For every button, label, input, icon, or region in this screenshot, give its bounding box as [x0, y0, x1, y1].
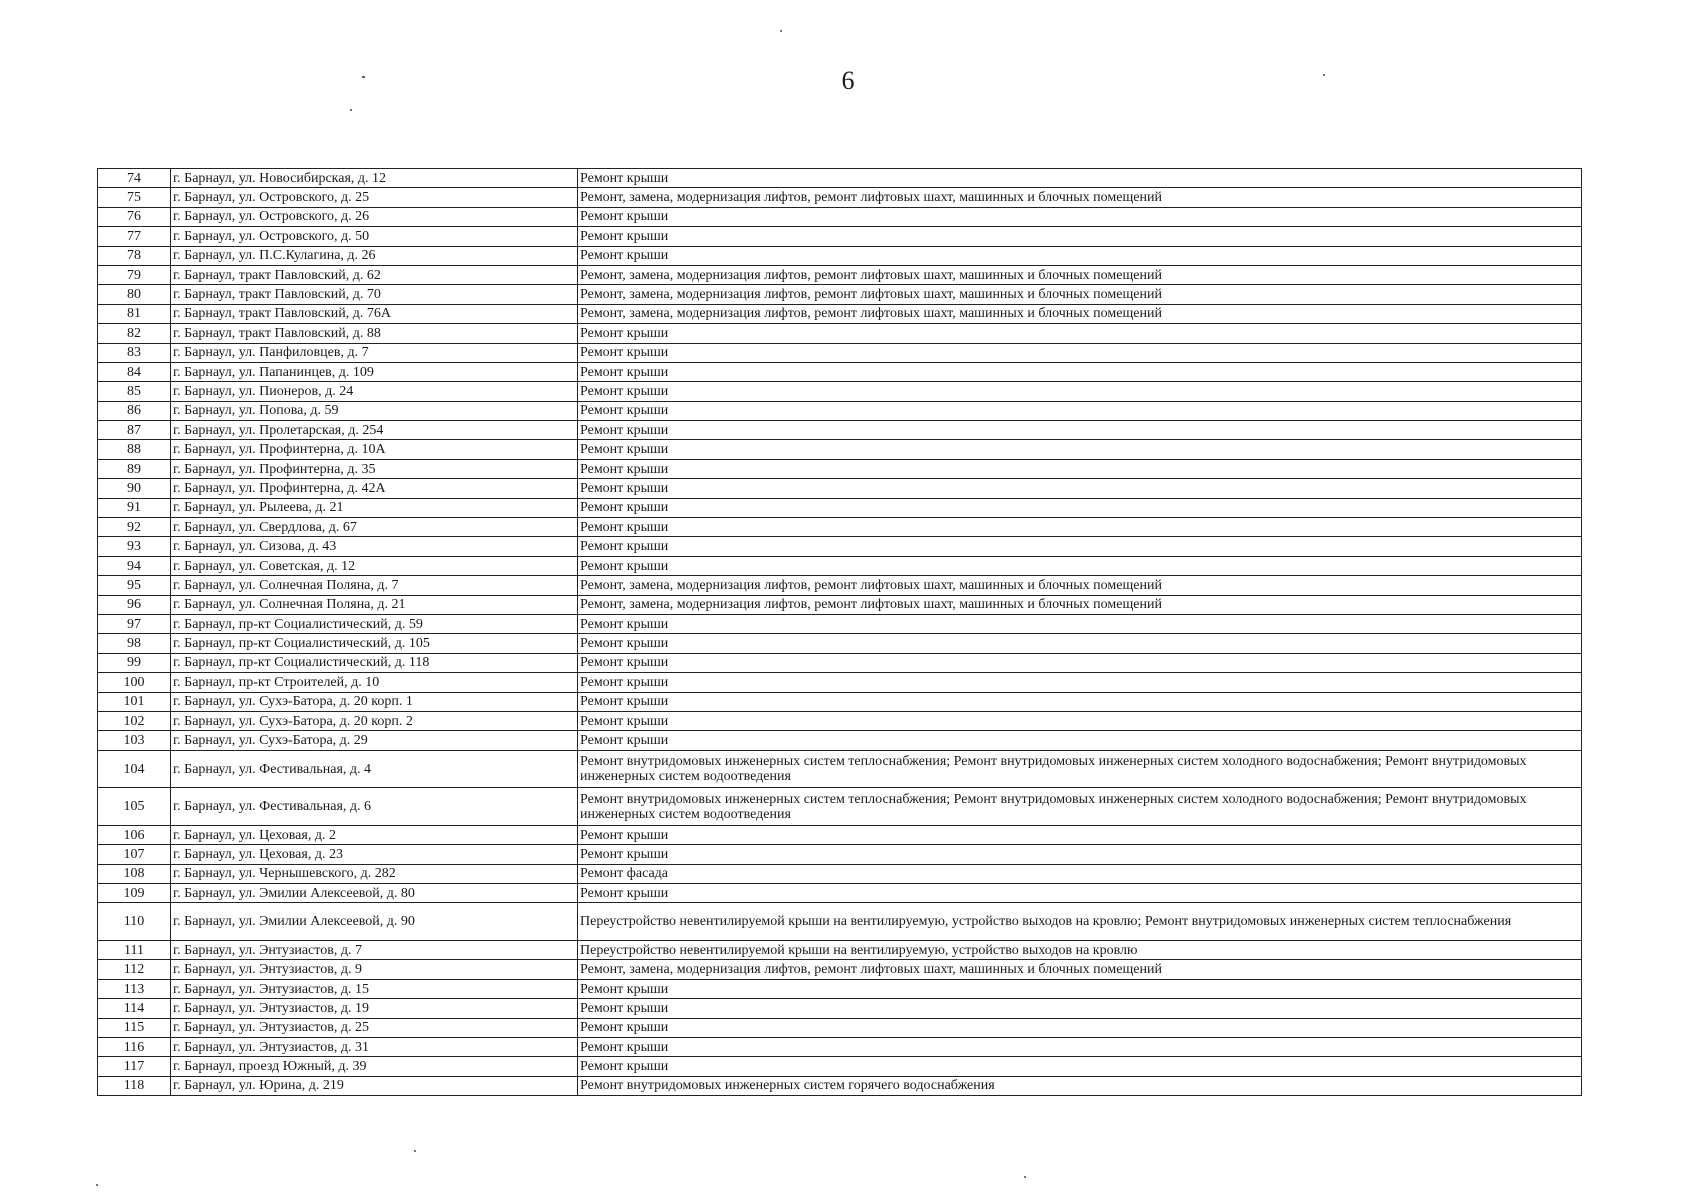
row-work-type: Ремонт фасада	[578, 864, 1582, 883]
table-row	[98, 401, 1582, 420]
table-row	[98, 999, 1582, 1018]
row-work-type: Ремонт крыши	[578, 999, 1582, 1018]
scan-speck	[362, 76, 365, 78]
row-address: г. Барнаул, проезд Южный, д. 39	[171, 1057, 578, 1076]
row-number: 91	[98, 498, 171, 517]
row-work-type: Переустройство невентилируемой крыши на вентилируемую, устройство выходов на кровлю; Ремонт внутридомовых инженерных систем теплоснабжения	[578, 903, 1582, 941]
row-address: г. Барнаул, ул. Советская, д. 12	[171, 556, 578, 575]
scan-speck	[350, 109, 352, 111]
table-row	[98, 576, 1582, 595]
row-work-type: Ремонт крыши	[578, 979, 1582, 998]
table-row	[98, 788, 1582, 826]
row-work-type: Ремонт крыши	[578, 518, 1582, 537]
table-row	[98, 653, 1582, 672]
scan-speck	[1024, 1176, 1026, 1178]
row-number: 110	[98, 903, 171, 941]
row-work-type: Ремонт крыши	[578, 401, 1582, 420]
row-work-type: Ремонт крыши	[578, 1038, 1582, 1057]
table-row	[98, 227, 1582, 246]
repair-table	[97, 168, 1582, 1096]
row-address: г. Барнаул, ул. Панфиловцев, д. 7	[171, 343, 578, 362]
row-number: 118	[98, 1076, 171, 1095]
table-row	[98, 207, 1582, 226]
table-row	[98, 1018, 1582, 1037]
row-number: 101	[98, 692, 171, 711]
table-row	[98, 731, 1582, 750]
row-number: 116	[98, 1038, 171, 1057]
row-work-type: Ремонт крыши	[578, 459, 1582, 478]
row-work-type: Ремонт крыши	[578, 440, 1582, 459]
row-address: г. Барнаул, ул. Энтузиастов, д. 31	[171, 1038, 578, 1057]
row-address: г. Барнаул, ул. Профинтерна, д. 35	[171, 459, 578, 478]
table-row	[98, 1057, 1582, 1076]
table-row	[98, 614, 1582, 633]
table-row	[98, 1076, 1582, 1095]
table-row	[98, 304, 1582, 323]
row-work-type: Ремонт, замена, модернизация лифтов, ремонт лифтовых шахт, машинных и блочных помещений	[578, 960, 1582, 979]
row-number: 76	[98, 207, 171, 226]
table-row	[98, 711, 1582, 730]
row-address: г. Барнаул, тракт Павловский, д. 62	[171, 265, 578, 284]
row-address: г. Барнаул, ул. Солнечная Поляна, д. 7	[171, 576, 578, 595]
row-number: 87	[98, 421, 171, 440]
row-number: 109	[98, 884, 171, 903]
row-work-type: Ремонт крыши	[578, 343, 1582, 362]
table-row	[98, 440, 1582, 459]
row-work-type: Ремонт внутридомовых инженерных систем горячего водоснабжения	[578, 1076, 1582, 1095]
row-work-type: Ремонт крыши	[578, 884, 1582, 903]
table-row	[98, 285, 1582, 304]
row-address: г. Барнаул, ул. Эмилии Алексеевой, д. 90	[171, 903, 578, 941]
table-row	[98, 479, 1582, 498]
table-row	[98, 692, 1582, 711]
table-row	[98, 750, 1582, 788]
table-row	[98, 845, 1582, 864]
row-work-type: Ремонт крыши	[578, 673, 1582, 692]
scan-speck	[1323, 74, 1325, 76]
row-address: г. Барнаул, пр-кт Социалистический, д. 59	[171, 614, 578, 633]
row-number: 80	[98, 285, 171, 304]
row-work-type: Ремонт, замена, модернизация лифтов, ремонт лифтовых шахт, машинных и блочных помещений	[578, 576, 1582, 595]
table-row	[98, 979, 1582, 998]
row-address: г. Барнаул, ул. Пионеров, д. 24	[171, 382, 578, 401]
row-number: 106	[98, 825, 171, 844]
row-work-type: Ремонт, замена, модернизация лифтов, ремонт лифтовых шахт, машинных и блочных помещений	[578, 188, 1582, 207]
row-address: г. Барнаул, ул. Эмилии Алексеевой, д. 80	[171, 884, 578, 903]
table-row	[98, 518, 1582, 537]
row-number: 90	[98, 479, 171, 498]
row-address: г. Барнаул, ул. Профинтерна, д. 42А	[171, 479, 578, 498]
row-work-type: Ремонт крыши	[578, 207, 1582, 226]
row-number: 84	[98, 362, 171, 381]
row-work-type: Ремонт крыши	[578, 556, 1582, 575]
row-address: г. Барнаул, ул. Чернышевского, д. 282	[171, 864, 578, 883]
row-number: 75	[98, 188, 171, 207]
row-number: 81	[98, 304, 171, 323]
table-row	[98, 864, 1582, 883]
row-work-type: Ремонт крыши	[578, 825, 1582, 844]
row-work-type: Ремонт крыши	[578, 1057, 1582, 1076]
row-address: г. Барнаул, ул. Попова, д. 59	[171, 401, 578, 420]
row-work-type: Ремонт крыши	[578, 653, 1582, 672]
row-work-type: Ремонт внутридомовых инженерных систем теплоснабжения; Ремонт внутридомовых инженерных систем холодного водоснабжения; Ремонт внутридомовых инженерных систем водоотведения	[578, 788, 1582, 826]
table-row	[98, 595, 1582, 614]
row-work-type: Ремонт, замена, модернизация лифтов, ремонт лифтовых шахт, машинных и блочных помещений	[578, 285, 1582, 304]
table-row	[98, 343, 1582, 362]
repair-table-body	[98, 169, 1582, 1096]
row-address: г. Барнаул, тракт Павловский, д. 76А	[171, 304, 578, 323]
table-row	[98, 673, 1582, 692]
row-number: 89	[98, 459, 171, 478]
row-address: г. Барнаул, ул. Юрина, д. 219	[171, 1076, 578, 1095]
row-work-type: Ремонт крыши	[578, 362, 1582, 381]
row-work-type: Ремонт крыши	[578, 227, 1582, 246]
row-address: г. Барнаул, ул. Сухэ-Батора, д. 29	[171, 731, 578, 750]
row-number: 97	[98, 614, 171, 633]
row-work-type: Ремонт крыши	[578, 634, 1582, 653]
row-work-type: Ремонт крыши	[578, 324, 1582, 343]
row-number: 105	[98, 788, 171, 826]
row-address: г. Барнаул, ул. Фестивальная, д. 6	[171, 788, 578, 826]
row-number: 88	[98, 440, 171, 459]
row-number: 113	[98, 979, 171, 998]
row-number: 103	[98, 731, 171, 750]
row-work-type: Ремонт крыши	[578, 169, 1582, 188]
row-number: 100	[98, 673, 171, 692]
table-row	[98, 634, 1582, 653]
row-address: г. Барнаул, ул. Энтузиастов, д. 9	[171, 960, 578, 979]
table-row	[98, 903, 1582, 941]
table-row	[98, 537, 1582, 556]
row-number: 117	[98, 1057, 171, 1076]
row-address: г. Барнаул, ул. Цеховая, д. 2	[171, 825, 578, 844]
table-row	[98, 459, 1582, 478]
row-address: г. Барнаул, ул. Сухэ-Батора, д. 20 корп. 1	[171, 692, 578, 711]
row-address: г. Барнаул, ул. Островского, д. 50	[171, 227, 578, 246]
row-address: г. Барнаул, ул. Энтузиастов, д. 15	[171, 979, 578, 998]
table-row	[98, 960, 1582, 979]
row-number: 99	[98, 653, 171, 672]
row-work-type: Ремонт, замена, модернизация лифтов, ремонт лифтовых шахт, машинных и блочных помещений	[578, 265, 1582, 284]
row-work-type: Ремонт, замена, модернизация лифтов, ремонт лифтовых шахт, машинных и блочных помещений	[578, 595, 1582, 614]
row-address: г. Барнаул, ул. Свердлова, д. 67	[171, 518, 578, 537]
row-work-type: Ремонт крыши	[578, 711, 1582, 730]
table-row	[98, 188, 1582, 207]
row-address: г. Барнаул, ул. Новосибирская, д. 12	[171, 169, 578, 188]
row-address: г. Барнаул, тракт Павловский, д. 88	[171, 324, 578, 343]
table-row	[98, 941, 1582, 960]
row-address: г. Барнаул, ул. Сухэ-Батора, д. 20 корп. 2	[171, 711, 578, 730]
row-number: 111	[98, 941, 171, 960]
row-work-type: Ремонт крыши	[578, 246, 1582, 265]
row-number: 86	[98, 401, 171, 420]
row-address: г. Барнаул, ул. Папанинцев, д. 109	[171, 362, 578, 381]
row-work-type: Ремонт крыши	[578, 421, 1582, 440]
scan-speck	[414, 1150, 416, 1152]
row-address: г. Барнаул, тракт Павловский, д. 70	[171, 285, 578, 304]
row-number: 85	[98, 382, 171, 401]
row-address: г. Барнаул, ул. Рылеева, д. 21	[171, 498, 578, 517]
row-number: 95	[98, 576, 171, 595]
table-row	[98, 556, 1582, 575]
row-work-type: Ремонт крыши	[578, 382, 1582, 401]
row-address: г. Барнаул, ул. Пролетарская, д. 254	[171, 421, 578, 440]
row-address: г. Барнаул, пр-кт Социалистический, д. 105	[171, 634, 578, 653]
row-number: 82	[98, 324, 171, 343]
row-work-type: Ремонт, замена, модернизация лифтов, ремонт лифтовых шахт, машинных и блочных помещений	[578, 304, 1582, 323]
scan-speck	[780, 30, 782, 32]
row-address: г. Барнаул, ул. Сизова, д. 43	[171, 537, 578, 556]
row-work-type: Ремонт крыши	[578, 614, 1582, 633]
row-number: 92	[98, 518, 171, 537]
table-row	[98, 246, 1582, 265]
row-number: 93	[98, 537, 171, 556]
row-work-type: Ремонт крыши	[578, 731, 1582, 750]
row-number: 102	[98, 711, 171, 730]
row-work-type: Переустройство невентилируемой крыши на вентилируемую, устройство выходов на кровлю	[578, 941, 1582, 960]
row-number: 112	[98, 960, 171, 979]
row-address: г. Барнаул, ул. Энтузиастов, д. 19	[171, 999, 578, 1018]
row-number: 107	[98, 845, 171, 864]
row-work-type: Ремонт крыши	[578, 1018, 1582, 1037]
row-work-type: Ремонт крыши	[578, 479, 1582, 498]
table-row	[98, 382, 1582, 401]
table-row	[98, 265, 1582, 284]
table-row	[98, 498, 1582, 517]
row-number: 79	[98, 265, 171, 284]
row-address: г. Барнаул, ул. Профинтерна, д. 10А	[171, 440, 578, 459]
row-number: 78	[98, 246, 171, 265]
table-row	[98, 884, 1582, 903]
row-address: г. Барнаул, ул. Энтузиастов, д. 25	[171, 1018, 578, 1037]
table-row	[98, 421, 1582, 440]
row-address: г. Барнаул, ул. Солнечная Поляна, д. 21	[171, 595, 578, 614]
row-number: 115	[98, 1018, 171, 1037]
row-address: г. Барнаул, пр-кт Строителей, д. 10	[171, 673, 578, 692]
table-row	[98, 169, 1582, 188]
row-work-type: Ремонт крыши	[578, 498, 1582, 517]
row-number: 104	[98, 750, 171, 788]
table-row	[98, 324, 1582, 343]
row-number: 98	[98, 634, 171, 653]
row-work-type: Ремонт крыши	[578, 692, 1582, 711]
row-number: 94	[98, 556, 171, 575]
row-work-type: Ремонт внутридомовых инженерных систем теплоснабжения; Ремонт внутридомовых инженерных систем холодного водоснабжения; Ремонт внутридомовых инженерных систем водоотведения	[578, 750, 1582, 788]
row-number: 83	[98, 343, 171, 362]
row-address: г. Барнаул, ул. Энтузиастов, д. 7	[171, 941, 578, 960]
scan-speck	[96, 1184, 98, 1186]
row-address: г. Барнаул, ул. П.С.Кулагина, д. 26	[171, 246, 578, 265]
row-address: г. Барнаул, пр-кт Социалистический, д. 118	[171, 653, 578, 672]
row-number: 77	[98, 227, 171, 246]
row-number: 108	[98, 864, 171, 883]
row-work-type: Ремонт крыши	[578, 845, 1582, 864]
row-address: г. Барнаул, ул. Цеховая, д. 23	[171, 845, 578, 864]
row-address: г. Барнаул, ул. Островского, д. 25	[171, 188, 578, 207]
row-number: 74	[98, 169, 171, 188]
table-row	[98, 825, 1582, 844]
row-number: 114	[98, 999, 171, 1018]
row-work-type: Ремонт крыши	[578, 537, 1582, 556]
row-number: 96	[98, 595, 171, 614]
row-address: г. Барнаул, ул. Фестивальная, д. 4	[171, 750, 578, 788]
table-row	[98, 362, 1582, 381]
table-row	[98, 1038, 1582, 1057]
row-address: г. Барнаул, ул. Островского, д. 26	[171, 207, 578, 226]
page-number: 6	[841, 66, 855, 95]
